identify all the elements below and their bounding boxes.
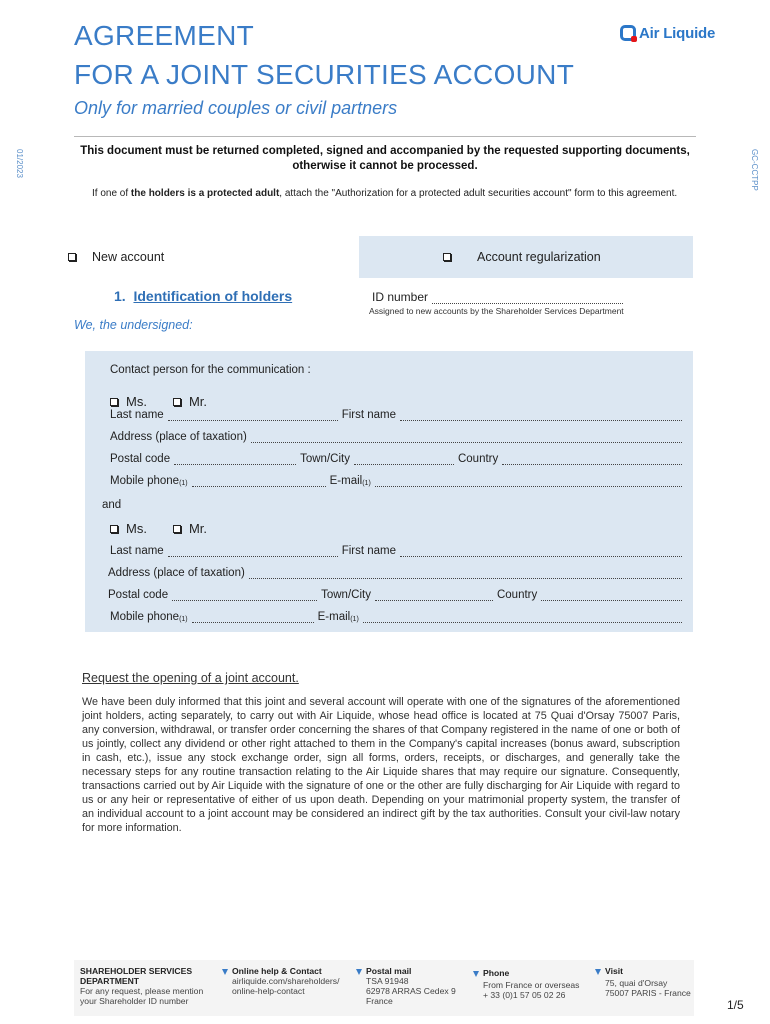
id-number-help: Assigned to new accounts by the Shareholder Services Department (369, 306, 624, 316)
salutation-holder1 (110, 394, 207, 409)
town-city-input[interactable] (354, 455, 454, 465)
last-name-input[interactable] (168, 411, 338, 421)
and-label: and (102, 499, 122, 511)
email-label: E-mail (317, 611, 351, 623)
id-number-label: ID number (372, 290, 429, 304)
request-title: Request the opening of a joint account. (82, 671, 299, 685)
option-regularization-label: Account regularization (477, 250, 601, 264)
date-code: 01/2023 (15, 149, 24, 178)
title-line1: AGREEMENT (74, 20, 255, 51)
return-notice: This document must be returned completed, signed and accompanied by the requested supporting documents, otherwise it cannot be processed. (80, 145, 690, 172)
address-row-holder1 (110, 431, 686, 443)
arrow-down-icon (356, 969, 362, 975)
option-mr[interactable]: Mr. (173, 521, 207, 536)
title-line2: FOR A JOINT SECURITIES ACCOUNT (74, 59, 575, 90)
form-code: GC-CCTPP (750, 149, 759, 191)
name-row-holder1 (110, 409, 686, 421)
first-name-input[interactable] (400, 411, 682, 421)
last-name-input[interactable] (168, 547, 338, 557)
footer-help: Online help & Contact airliquide.com/shareholders/ online-help-contact (222, 966, 352, 996)
contact-label: Contact person for the communication : (110, 364, 311, 376)
last-name-label: Last name (110, 409, 164, 421)
country-input[interactable] (541, 591, 682, 601)
first-name-input[interactable] (400, 547, 682, 557)
address-row-holder2 (108, 567, 686, 579)
contact-row-holder2: Mobile phone $_{(1)}$ E-mail $_{(1)}$ (110, 611, 686, 623)
email-input[interactable] (375, 477, 682, 487)
town-city-label: Town/City (300, 453, 350, 465)
help-link-2[interactable]: online-help-contact (232, 986, 305, 996)
checkbox-icon[interactable] (173, 398, 181, 406)
footer-mail: Postal mail TSA 91948 62978 ARRAS Cedex 9 France (356, 966, 468, 1006)
checkbox-icon[interactable] (173, 525, 181, 533)
first-name-label: First name (341, 545, 397, 557)
address-input[interactable] (249, 569, 682, 579)
salutation-holder2 (110, 521, 207, 536)
checkbox-icon[interactable] (68, 253, 76, 261)
email-input[interactable] (363, 613, 682, 623)
arrow-down-icon (595, 969, 601, 975)
email-label: E-mail (329, 475, 363, 487)
request-body: We have been duly informed that this joint and several account will operate with one of the signatures of the aforementioned joint holders, acting separately, to carry out with Air Liquide, whose head office is located at 75 Quai d'Orsay 75007 Paris, any conversion, withdrawal, or transfer order concerning the shares of that Company registered in the name of one or both of us jointly, collect any dividend or other right attached to them in the Company's capital increases (bonus award, subscription in cash, etc.), issue any stock exchange order, sign all forms, orders, receipts, or discharges, and generally take the necessary steps for any routine transaction relating to the Air Liquide shares that may require our signature. Consequently, transactions carried out by Air Liquide with the signature of one or the other are fully discharging for Air Liquide with regard to us or any heir or representative of either of us upon death. Depending on your matrimonial property system, the transfer of an individual account to a joint account may be considered an indirect gift by the tax authorities. Consult your civil-law notary for more information. (82, 696, 680, 834)
last-name-label: Last name (110, 545, 164, 557)
postal-code-input[interactable] (172, 591, 317, 601)
mobile-input[interactable] (192, 477, 326, 487)
footer-visit: Visit 75, quai d'Orsay 75007 PARIS - France (595, 966, 695, 998)
mobile-label: Mobile phone (110, 475, 180, 487)
section-number: 1. (114, 288, 126, 304)
logo-mark-icon (620, 25, 636, 41)
checkbox-icon[interactable] (110, 525, 118, 533)
undersigned-label: We, the undersigned: (74, 318, 193, 332)
logo-text: Air Liquide (639, 24, 716, 42)
town-city-label: Town/City (321, 589, 371, 601)
postal-code-input[interactable] (174, 455, 296, 465)
page-number: 1/5 (727, 998, 744, 1012)
postal-row-holder2 (108, 589, 686, 601)
header-divider (74, 136, 696, 137)
mobile-label: Mobile phone (110, 611, 180, 623)
footer-department: SHAREHOLDER SERVICES DEPARTMENT For any request, please mention your Shareholder ID number (80, 966, 204, 1006)
postal-code-label: Postal code (110, 453, 171, 465)
section-label: Identification of holders (133, 288, 293, 304)
checkbox-icon[interactable] (110, 398, 118, 406)
option-mr[interactable]: Mr. (173, 394, 207, 409)
option-new-account[interactable] (68, 250, 164, 264)
option-ms[interactable]: Ms. (110, 394, 147, 409)
option-new-account-label: New account (92, 250, 165, 264)
arrow-down-icon (222, 969, 228, 975)
address-input[interactable] (251, 433, 682, 443)
mobile-input[interactable] (192, 613, 314, 623)
subtitle: Only for married couples or civil partners (74, 98, 398, 118)
country-label: Country (496, 589, 538, 601)
footer-phone: Phone From France or overseas + 33 (0)1 57 05 02 26 (473, 968, 593, 1000)
country-label: Country (457, 453, 499, 465)
option-regularization[interactable] (443, 250, 601, 264)
help-link[interactable]: airliquide.com/shareholders/ (232, 976, 340, 986)
name-row-holder2 (110, 545, 686, 557)
id-number-input[interactable] (432, 294, 623, 304)
town-city-input[interactable] (375, 591, 493, 601)
country-input[interactable] (502, 455, 682, 465)
address-label: Address (place of taxation) (110, 431, 247, 443)
postal-code-label: Postal code (108, 589, 169, 601)
arrow-down-icon (473, 971, 479, 977)
contact-row-holder1: Mobile phone $_{(1)}$ E-mail $_{(1)}$ (110, 475, 686, 487)
postal-row-holder1 (110, 453, 686, 465)
air-liquide-logo (620, 22, 730, 44)
address-label: Address (place of taxation) (108, 567, 245, 579)
first-name-label: First name (341, 409, 397, 421)
id-number-field[interactable] (372, 290, 627, 304)
section-title (114, 288, 292, 304)
checkbox-icon[interactable] (443, 253, 451, 261)
protected-adult-note: If one of the holders is a protected adult, attach the "Authorization for a protected adult securities account" form to this agreement. (92, 188, 678, 199)
option-ms[interactable]: Ms. (110, 521, 147, 536)
